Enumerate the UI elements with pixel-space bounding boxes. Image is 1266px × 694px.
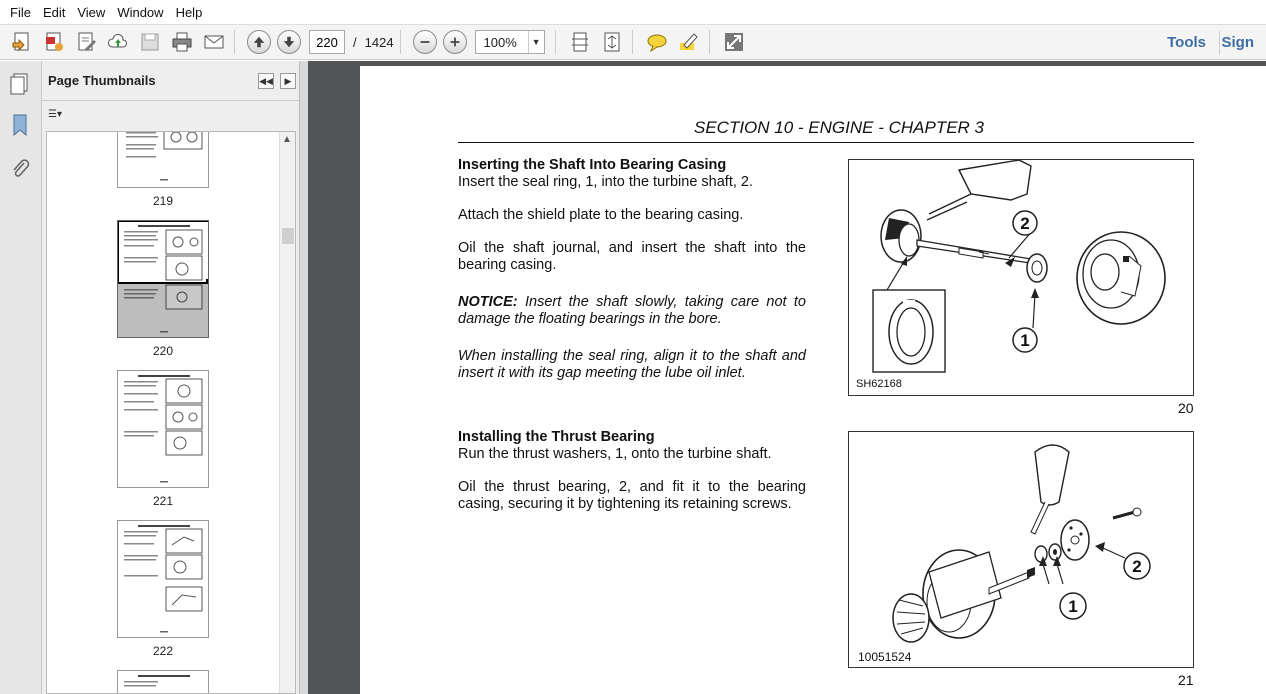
- toolbar-divider: [1219, 31, 1220, 55]
- text-block-2: [458, 429, 806, 513]
- paragraph: Attach the shield plate to the bearing casing.: [458, 207, 744, 223]
- page-thumbnails-icon[interactable]: [8, 71, 32, 95]
- paragraph: Oil the thrust bearing, 2, and fit it to the bearing casing, securing it by tightening its retaining screws.: [458, 479, 806, 512]
- panel-arrow-icon[interactable]: ▶: [280, 73, 296, 89]
- zoom-out-button[interactable]: [413, 30, 437, 54]
- edit-pdf-icon[interactable]: [72, 28, 100, 56]
- menu-edit[interactable]: Edit: [42, 4, 66, 20]
- figure-shaft-insertion: [848, 159, 1194, 396]
- figure-code: SH62168: [856, 378, 902, 390]
- callout-1: 1: [1068, 597, 1078, 616]
- menu-help[interactable]: Help: [175, 4, 203, 20]
- scrollbar-thumb[interactable]: [282, 228, 294, 244]
- heading-thrust-bearing: Installing the Thrust Bearing: [458, 429, 655, 445]
- next-page-button[interactable]: [277, 30, 301, 54]
- thumbnails-panel: [42, 61, 300, 694]
- paragraph: Oil the shaft journal, and insert the shaft into the bearing casing.: [458, 240, 806, 273]
- toolbar-divider: [632, 30, 633, 54]
- zoom-value: 100%: [483, 34, 517, 50]
- thumbnail-page: [117, 370, 209, 488]
- thumbnails-list[interactable]: [46, 131, 296, 694]
- zoom-select[interactable]: [475, 30, 545, 54]
- thumbnail-label: 222: [152, 644, 174, 658]
- highlight-icon[interactable]: [675, 28, 703, 56]
- sign-button[interactable]: Sign: [1221, 34, 1254, 51]
- notice-label: NOTICE:: [458, 294, 518, 310]
- navigation-rail: [0, 61, 42, 694]
- collapse-panel-icon[interactable]: ◀◀: [258, 73, 274, 89]
- thumbnail-item[interactable]: [117, 520, 209, 658]
- toolbar: [0, 24, 1266, 60]
- export-pdf-icon[interactable]: [40, 28, 68, 56]
- menu-view[interactable]: View: [77, 4, 106, 20]
- section-rule: [458, 142, 1194, 143]
- thumbnail-options-icon[interactable]: ☰▾: [48, 109, 62, 120]
- upload-cloud-icon[interactable]: [104, 28, 132, 56]
- menu-window[interactable]: Window: [117, 4, 164, 20]
- thumbnail-label: 221: [152, 494, 174, 508]
- chevron-down-icon[interactable]: ▼: [528, 31, 544, 53]
- callout-2: 2: [1132, 557, 1142, 576]
- thumbnail-item[interactable]: [117, 131, 209, 208]
- menu-file[interactable]: File: [10, 4, 31, 20]
- notice-paragraph: [458, 294, 806, 328]
- toolbar-divider: [234, 30, 235, 54]
- thumbnail-page: [117, 520, 209, 638]
- notice-text: Insert the shaft slowly, taking care not to damage the floating bearings in the bore.: [458, 294, 807, 327]
- bookmarks-icon[interactable]: [8, 113, 32, 137]
- page-separator: /: [353, 34, 357, 50]
- thumbnail-label: 219: [152, 194, 174, 208]
- heading-inserting-shaft: Inserting the Shaft Into Bearing Casing: [458, 157, 727, 173]
- previous-page-button[interactable]: [247, 30, 271, 54]
- thumbnail-item[interactable]: [117, 670, 209, 694]
- thumbnail-item[interactable]: [117, 370, 209, 508]
- total-pages: 1424: [364, 34, 394, 50]
- scroll-mode-icon[interactable]: [566, 28, 594, 56]
- paragraph: Insert the seal ring, 1, into the turbine shaft, 2.: [458, 174, 754, 190]
- zoom-in-button[interactable]: [443, 30, 467, 54]
- toolbar-divider: [400, 30, 401, 54]
- thumbnails-scrollbar[interactable]: [279, 132, 295, 694]
- fit-page-icon[interactable]: [598, 28, 626, 56]
- thumbnail-page: [117, 220, 209, 338]
- panel-title: Page Thumbnails: [48, 73, 156, 88]
- print-icon[interactable]: [168, 28, 196, 56]
- panel-splitter[interactable]: [300, 61, 308, 694]
- text-block-1: [458, 157, 806, 382]
- attachments-icon[interactable]: [8, 157, 32, 181]
- section-title: SECTION 10 - ENGINE - CHAPTER 3: [694, 118, 984, 137]
- expand-icon[interactable]: [720, 28, 748, 56]
- document-page: [360, 66, 1266, 694]
- thumbnail-page: [117, 670, 209, 694]
- figure-code: 10051524: [858, 650, 912, 664]
- paragraph: When installing the seal ring, align it to the shaft and insert it with its gap meeting the lube oil inlet.: [458, 348, 806, 381]
- figure-thrust-bearing: [848, 431, 1194, 668]
- toolbar-divider: [555, 30, 556, 54]
- thumbnail-item-selected[interactable]: [117, 220, 209, 358]
- figure-number: 21: [1178, 672, 1194, 688]
- paragraph: Run the thrust washers, 1, onto the turbine shaft.: [458, 446, 772, 462]
- toolbar-divider: [709, 30, 710, 54]
- save-icon[interactable]: [136, 28, 164, 56]
- comment-icon[interactable]: [643, 28, 671, 56]
- callout-1: 1: [1020, 331, 1030, 350]
- page-number-input[interactable]: [309, 30, 345, 54]
- thumbnail-label: 220: [152, 344, 174, 358]
- figure-number: 20: [1178, 400, 1194, 416]
- menu-bar: [0, 0, 1266, 24]
- scroll-up-icon[interactable]: ▲: [282, 134, 292, 145]
- email-icon[interactable]: [200, 28, 228, 56]
- thumbnail-page: [117, 131, 209, 188]
- callout-2: 2: [1020, 214, 1030, 233]
- create-pdf-icon[interactable]: [8, 28, 36, 56]
- tools-button[interactable]: Tools: [1167, 34, 1206, 51]
